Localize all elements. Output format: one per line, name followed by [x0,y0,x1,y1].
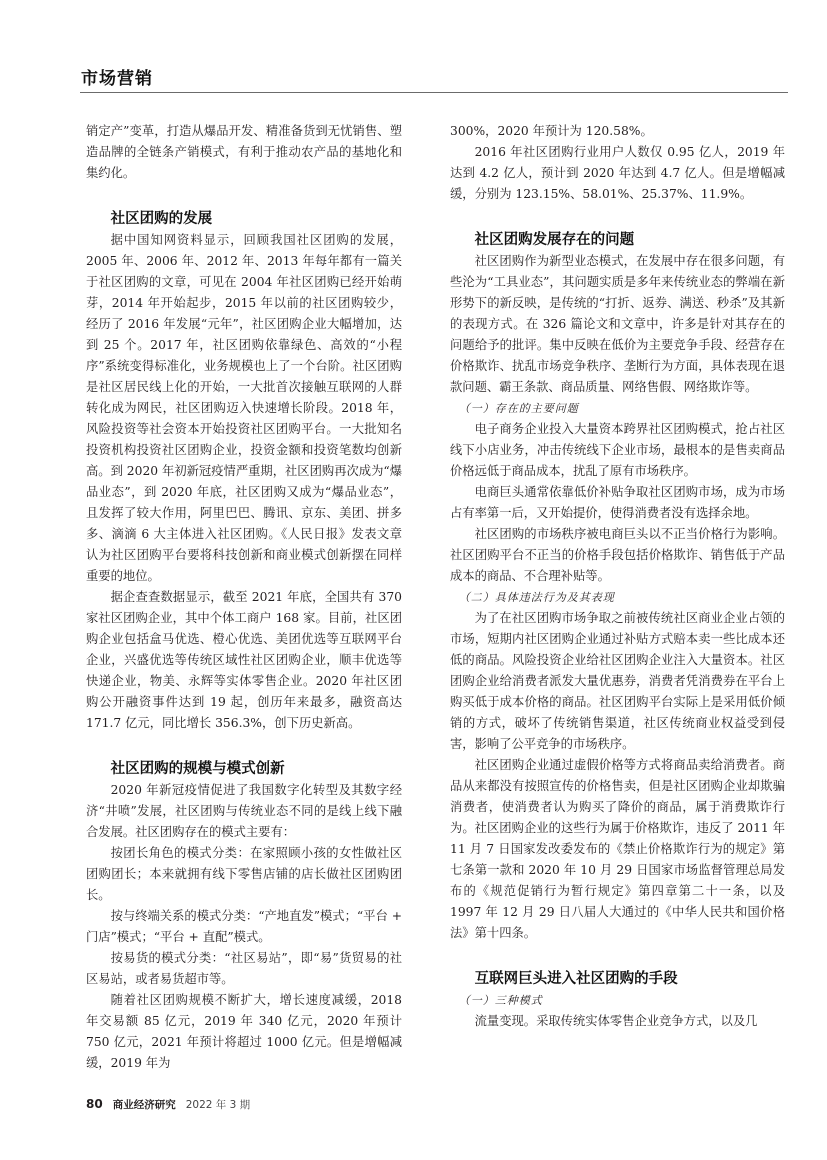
paragraph: 为了在社区团购市场争取之前被传统社区商业企业占领的市场，短期内社区团购企业通过补贴方式赔本卖一些比成本还低的商品。风险投资企业给社区团购企业注入大量资本。社区团购企业给消费者派发大量优惠券，消费者凭消费券在平台上购买低于成本价格的商品。社区团购平台实际上是采用低价倾销的方式，破坏了传统销售渠道，社区传统商业权益受到侵害，影响了公平竞争的市场秩序。 [450,611,785,751]
paragraph: 按易货的模式分类：“社区易站”，即“易”货贸易的社区易站，或者易货超市等。 [86,951,402,986]
paragraph: 社区团购的市场秩序被电商巨头以不正当价格行为影响。社区团购平台不正当的价格手段包括价格欺诈、销售低于产品成本的商品、不合理补贴等。 [450,527,785,583]
paragraph: 社区团购企业通过虚假价格等方式将商品卖给消费者。商品从来都没有按照宣传的价格售卖，但是社区团购企业却欺骗消费者，使消费者认为购买了降价的商品，属于消费欺诈行为。社区团购企业的这些行为属于价格欺诈，违反了 2011 年 11 月 7 日国家发改委发布的《禁止价格欺诈行为的规定》第七条第一款和 2020 年 10 月 29 日国家市场监督管理总局发布的《规范促销行为暂行规定》第四章第二十一条，以及 1997 年 12 月 29 日八届人大通过的《中华人民共和国价格法》第十四条。 [450,758,785,940]
paragraph: 按与终端关系的模式分类：“产地直发”模式；“平台 + 门店”模式；“平台 + 直配”模式。 [86,909,402,944]
paragraph: 流量变现。采取传统实体零售企业竞争方式，以及几 [474,1014,758,1028]
right-column [450,121,785,1032]
header-rule [80,92,788,93]
paragraph: 社区团购作为新型业态模式，在发展中存在很多问题，有些沦为“工具业态”，其问题实质是多年来传统业态的弊端在新形势下的新反映，是传统的“打折、返券、满送、秒杀”及其新的表现方式。在 326 篇论文和文章中，许多是针对其存在的问题给予的批评。集中反映在低价为主要竞争手段、经营存在价格欺诈、扰乱市场竞争秩序、垄断行为方面，具体表现在退款问题、霸王条款、商品质量、网络售假、网络欺诈等。 [450,254,785,394]
issue-label: 2022 年 3 期 [185,1099,251,1111]
heading-internet-giants: 互联网巨头进入社区团购的手段 [474,971,678,987]
paragraph: 电子商务企业投入大量资本跨界社区团购模式，抢占社区线下小店业务，冲击传统线下企业市场，最根本的是售卖商品价格远低于商品成本，扰乱了原有市场秩序。 [450,422,785,478]
page-footer [86,1096,402,1113]
left-column [86,121,402,1113]
paragraph: 电商巨头通常依靠低价补贴争取社区团购市场，成为市场占有率第一后，又开始提价，使得消费者没有选择余地。 [450,485,785,520]
paragraph: 据中国知网资料显示，回顾我国社区团购的发展，2005 年、2006 年、2012 年、2013 年每年都有一篇关于社区团购的文章，可见在 2004 年社区团购已经开始萌芽，2014 年开始起步，2015 年以前的社区团购较少，经历了 2016 年发展“元年”，社区团购企业大幅增加，达到 25 个。2017 年，社区团购依靠绿色、高效的“小程序”系统变得标准化，业务规模也上了一个台阶。社区团购是社区居民线上化的开始，一大批首次接触互联网的人群转化成为网民，社区团购迈入快速增长阶段。2018 年，风险投资等社会资本开始投资社区团购平台。一大批知名投资机构投资社区团购企业，投资金额和投资笔数均创新高。到 2020 年初新冠疫情严重期，社区团购再次成为“爆品业态”，到 2020 年底，社区团购又成为“爆品业态”，且发挥了较大作用，阿里巴巴、腾讯、京东、美团、拼多多、滴滴 6 大主体进入社区团购。《人民日报》发表文章认为社区团购平台要将科技创新和商业模式创新摆在同样重要的地位。 [86,233,402,583]
heading-scale-innovation: 社区团购的规模与模式创新 [110,761,285,777]
paragraph: 2020 年新冠疫情促进了我国数字化转型及其数字经济“井喷”发展，社区团购与传统业态不同的是线上线下融合发展。社区团购存在的模式主要有： [86,783,402,839]
page-number: 80 [86,1097,103,1111]
paragraph: 据企查查数据显示，截至 2021 年底，全国共有 370 家社区团购企业，其中个体工商户 168 家。目前，社区团购企业包括盒马优选、橙心优选、美团优选等互联网平台企业，兴盛优选等传统区域性社区团购企业，顺丰优选等快递企业，物美、永辉等实体零售企业。2020 年社区团购公开融资事件达到 19 起，创历年来最多，融资高达 171.7 亿元，同比增长 356.3%，创下历史新高。 [86,590,402,730]
subheading-violations: （二）具体违法行为及其表现 [458,591,615,604]
heading-development: 社区团购的发展 [110,211,213,227]
paragraph: 销定产”变革，打造从爆品开发、精准备货到无忧销售、塑造品牌的全链条产销模式，有利于推动农产品的基地化和集约化。 [86,124,402,180]
subheading-main-problems: （一）存在的主要问题 [458,402,579,415]
journal-name: 商业经济研究 [112,1099,176,1111]
section-title: 市场营销 [81,69,153,89]
paragraph: 按团长角色的模式分类：在家照顾小孩的女性做社区团购团长；本来就拥有线下零售店铺的店长做社区团购团长。 [86,846,402,902]
paragraph: 随着社区团购规模不断扩大，增长速度减缓，2018 年交易额 85 亿元，2019 年 340 亿元，2020 年预计 750 亿元，2021 年预计将超过 1000 亿元。但是增幅减缓，2019 年为 [86,993,402,1070]
paragraph: 300%，2020 年预计为 120.58%。 [450,124,653,138]
subheading-three-modes: （一）三种模式 [458,994,543,1007]
paragraph: 2016 年社区团购行业用户人数仅 0.95 亿人，2019 年达到 4.2 亿人，预计到 2020 年达到 4.7 亿人。但是增幅减缓，分别为 123.15%、58.01%、25.37%、11.9%。 [450,145,785,201]
heading-problems: 社区团购发展存在的问题 [474,232,635,248]
